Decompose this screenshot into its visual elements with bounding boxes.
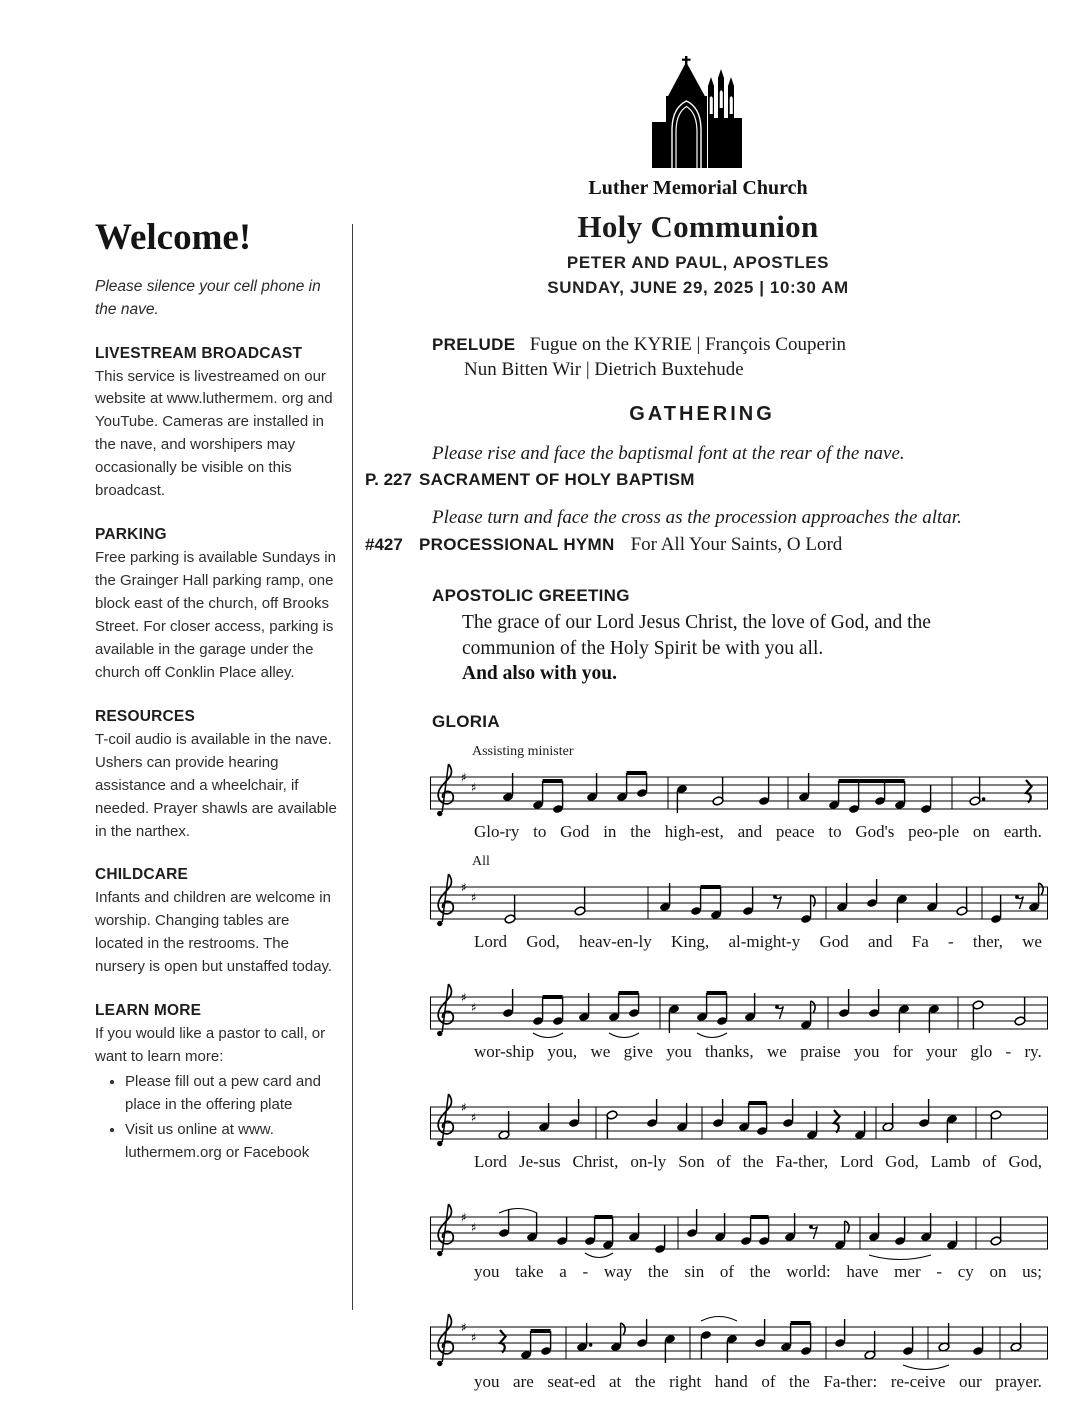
list-item: • Please fill out a pew card and place in the offering plate (125, 1071, 340, 1117)
lyric-word: - (947, 932, 954, 952)
service-item-baptism (352, 470, 1052, 490)
svg-text:♯: ♯ (461, 1210, 467, 1225)
gloria-music-notation (352, 744, 1052, 1392)
lyric-line (430, 821, 1052, 842)
lyric-word: prayer. (995, 1372, 1042, 1392)
lyric-word: - (1005, 1042, 1012, 1062)
svg-text:♯: ♯ (461, 1100, 467, 1115)
lyric-line (430, 931, 1052, 952)
lyric-word: God (819, 932, 849, 952)
lyric-word: and (867, 932, 893, 952)
lyric-word: God, (526, 932, 560, 952)
lyric-word: Lord (474, 932, 508, 952)
gloria-label: GLORIA (432, 712, 500, 732)
music-system (430, 1201, 1052, 1282)
lyric-word: wor-ship (474, 1042, 535, 1062)
section-body: T-coil audio is available in the nave. Ushers can provide hearing assistance and a wheelchair, if needed. Prayer shawls are available in the narthex. (95, 730, 337, 840)
lyric-word: ry. (1024, 1042, 1042, 1062)
order-of-service (352, 334, 1052, 1392)
svg-text:♯: ♯ (471, 1220, 477, 1235)
lyric-word: your (925, 1042, 958, 1062)
service-item-processional-hymn (352, 534, 1052, 556)
lyric-word: our (958, 1372, 982, 1392)
lyric-word: seat-ed (547, 1372, 596, 1392)
lyric-word: on (972, 822, 990, 842)
lyric-word: to (828, 822, 842, 842)
staff-notation (430, 981, 1048, 1041)
section-heading: LIVESTREAM BROADCAST (95, 344, 303, 362)
lyric-word: on (989, 1262, 1007, 1282)
hymn-title: For All Your Saints, O Lord (630, 534, 843, 555)
lyric-word: - (582, 1262, 589, 1282)
rubric-baptism: Please rise and face the baptismal font at the rear of the nave. (432, 443, 905, 464)
staff-notation (430, 1311, 1048, 1371)
lyric-word: on-ly (630, 1152, 667, 1172)
music-system (430, 854, 1052, 952)
list-item: • Visit us online at www. luthermem.org or Facebook (125, 1119, 340, 1165)
lyric-word: you (474, 1262, 500, 1282)
lyric-word: Fa (911, 932, 929, 952)
lyric-word: King, (670, 932, 710, 952)
lyric-word: have (846, 1262, 879, 1282)
prelude-piece-2: Nun Bitten Wir | Dietrich Buxtehude (464, 359, 744, 380)
lyric-word: God, (1008, 1152, 1042, 1172)
lyric-word: of (719, 1262, 735, 1282)
church-name: Luther Memorial Church (588, 177, 808, 199)
lyric-word: hand (714, 1372, 748, 1392)
lyric-word: heav-en-ly (579, 932, 652, 952)
lyric-word: for (892, 1042, 913, 1062)
lyric-word: of (761, 1372, 776, 1392)
lyric-word: you, (547, 1042, 578, 1062)
music-system (430, 744, 1052, 842)
rubric-procession: Please turn and face the cross as the procession approaches the altar. (432, 507, 962, 528)
lyric-word: of (716, 1152, 731, 1172)
lyric-word: a (559, 1262, 567, 1282)
bulletin-header (352, 56, 1044, 298)
lyric-word: the (634, 1372, 656, 1392)
section-livestream (95, 345, 340, 504)
svg-text:♯: ♯ (461, 770, 467, 785)
service-datetime: SUNDAY, JUNE 29, 2025 | 10:30 AM (547, 278, 849, 297)
lyric-word: peo-ple (908, 822, 960, 842)
lyric-word: we (1022, 932, 1042, 952)
lyric-word: Christ, (572, 1152, 619, 1172)
prelude-piece-1: Fugue on the KYRIE | François Couperin (529, 334, 847, 355)
lyric-word: the (742, 1152, 764, 1172)
lyric-line (430, 1371, 1052, 1392)
music-system (430, 1311, 1052, 1392)
lyric-word: give (623, 1042, 653, 1062)
sidebar-title: Welcome! (95, 217, 252, 258)
prelude-label: PRELUDE (432, 335, 516, 354)
lyric-word: mer (894, 1262, 921, 1282)
page-ref: P. 227 (365, 470, 412, 489)
staff-notation (430, 871, 1048, 931)
lyric-word: world: (786, 1262, 831, 1282)
section-heading: RESOURCES (95, 707, 195, 725)
silence-phone-note: Please silence your cell phone in the nave. (95, 278, 321, 319)
lyric-word: God (560, 822, 590, 842)
lyric-word: way (603, 1262, 633, 1282)
svg-text:♯: ♯ (471, 890, 477, 905)
hymn-number: #427 (365, 535, 403, 554)
staff-notation (430, 1091, 1048, 1151)
page-title: Holy Communion (577, 209, 819, 244)
lyric-line (430, 1151, 1052, 1172)
apostolic-greeting-label: APOSTOLIC GREETING (432, 586, 630, 605)
lyric-word: sin (684, 1262, 705, 1282)
lyric-word: God, (885, 1152, 919, 1172)
lyric-word: peace (775, 822, 815, 842)
svg-text:♯: ♯ (471, 1330, 477, 1345)
svg-text:♯: ♯ (461, 990, 467, 1005)
lyric-word: Lord (840, 1152, 874, 1172)
svg-text:♯: ♯ (471, 1000, 477, 1015)
section-childcare (95, 866, 340, 979)
svg-text:♯: ♯ (461, 880, 467, 895)
lyric-word: the (789, 1372, 810, 1392)
lyric-word: of (982, 1152, 997, 1172)
section-heading: PARKING (95, 526, 167, 544)
svg-text:♯: ♯ (461, 1320, 467, 1335)
section-heading: LEARN MORE (95, 1002, 202, 1020)
section-body: If you would like a pastor to call, or want to learn more: (95, 1025, 326, 1066)
lyric-line (430, 1261, 1052, 1282)
learn-more-list (95, 1071, 340, 1165)
lyric-word: Je-sus (519, 1152, 561, 1172)
section-heading: CHILDCARE (95, 866, 189, 884)
lyric-word: thanks, (705, 1042, 754, 1062)
lyric-word: the (647, 1262, 669, 1282)
section-resources (95, 708, 340, 844)
lyric-word: the (749, 1262, 771, 1282)
lyric-word: we (590, 1042, 611, 1062)
lyric-word: are (513, 1372, 534, 1392)
feast-day: PETER AND PAUL, APOSTLES (566, 253, 830, 272)
svg-text:♯: ♯ (471, 780, 477, 795)
lyric-word: you (666, 1042, 692, 1062)
lyric-word: ther, (972, 932, 1003, 952)
section-body: This service is livestreamed on our website at www.luthermem. org and YouTube. Cameras are installed in the nave, and worshipers may occasionally be visible on this broadcast. (95, 367, 333, 500)
music-system (430, 981, 1052, 1062)
lyric-word: God's (855, 822, 895, 842)
lyric-word: you (474, 1372, 500, 1392)
lyric-word: take (515, 1262, 544, 1282)
lyric-word: re-ceive (890, 1372, 946, 1392)
section-body: Free parking is available Sundays in the Grainger Hall parking ramp, one block east of the church, off Brooks Street. For closer access, parking is available in the garage under the church off Conklin Place alley. (95, 549, 336, 681)
section-learn-more (95, 1002, 340, 1165)
lyric-word: Son (678, 1152, 705, 1172)
staff-notation (430, 1201, 1048, 1261)
gothic-church-silhouette-icon (650, 56, 746, 168)
lyric-word: the (630, 822, 651, 842)
lyric-word: al-might-y (728, 932, 801, 952)
lyric-word: in (603, 822, 617, 842)
lyric-word: high-est, (664, 822, 724, 842)
section-parking (95, 526, 340, 685)
lyric-word: - (936, 1262, 942, 1282)
staff-notation (430, 761, 1048, 821)
greeting-text-line1: The grace of our Lord Jesus Christ, the love of God, and the (462, 612, 931, 633)
item-label: PROCESSIONAL HYMN (419, 535, 615, 554)
lyric-word: and (737, 822, 763, 842)
prelude-line (352, 334, 1052, 356)
lyric-word: we (766, 1042, 787, 1062)
lyric-word: Fa-ther, (775, 1152, 829, 1172)
music-system (430, 1091, 1052, 1172)
lyric-word: glo (970, 1042, 993, 1062)
svg-text:♯: ♯ (471, 1110, 477, 1125)
item-label: SACRAMENT OF HOLY BAPTISM (419, 470, 695, 489)
lyric-word: right (669, 1372, 702, 1392)
lyric-word: us; (1022, 1262, 1042, 1282)
lyric-word: Lord (474, 1152, 508, 1172)
lyric-word: Lamb (930, 1152, 971, 1172)
greeting-text-line2: communion of the Holy Spirit be with you all. (462, 637, 824, 659)
section-body: Infants and children are welcome in worship. Changing tables are located in the restrooms. The nursery is open but unstaffed today. (95, 889, 333, 976)
lyric-word: at (609, 1372, 622, 1392)
voice-label: All (472, 854, 490, 870)
lyric-word: to (533, 822, 547, 842)
congregation-response: And also with you. (462, 663, 617, 685)
lyric-word: earth. (1003, 822, 1042, 842)
lyric-word: cy (957, 1262, 974, 1282)
lyric-word: you (854, 1042, 880, 1062)
lyric-word: praise (800, 1042, 841, 1062)
lyric-word: Glo-ry (474, 822, 520, 842)
welcome-sidebar (95, 216, 340, 1165)
voice-label: Assisting minister (472, 744, 574, 760)
lyric-word: Fa-ther: (823, 1372, 878, 1392)
lyric-line (430, 1041, 1052, 1062)
section-heading-gathering: GATHERING (629, 403, 775, 425)
